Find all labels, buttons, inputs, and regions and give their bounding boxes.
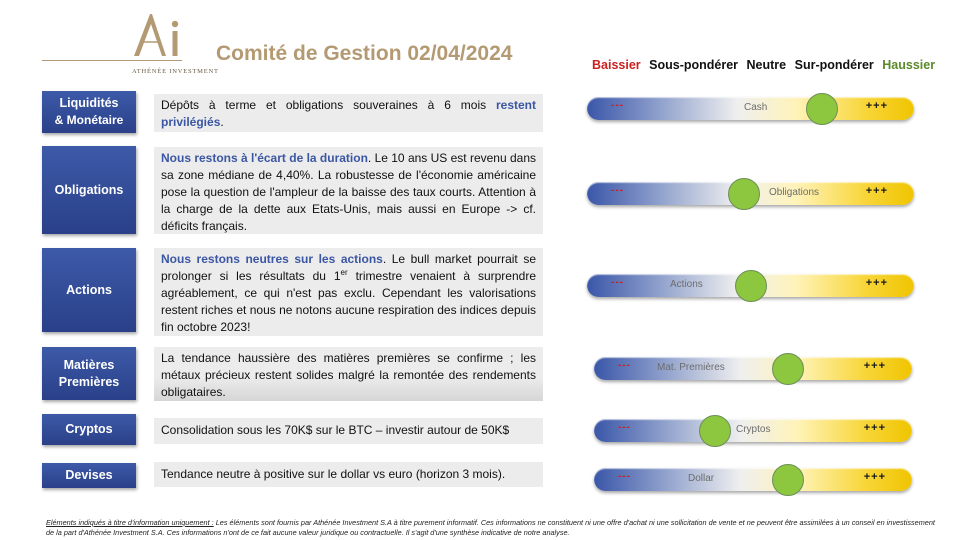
commentary-obligations	[154, 147, 543, 234]
gauge-position-marker	[728, 178, 760, 210]
gauge-plus-label: +++	[863, 422, 886, 434]
commentary-text: La tendance haussière des matières premières se confirme ; les métaux précieux restent solides malgré la remontée des rendements obligataires.	[161, 351, 536, 399]
scale-label-overweight: Sur-pondérer	[794, 58, 874, 72]
gauge-bar	[594, 468, 912, 491]
disclaimer-lead: Eléments indiqués à titre d'information uniquement :	[46, 518, 214, 527]
disclaimer-text: Les éléments sont fournis par Athénée Investment S.A à titre purement informatif. Ces informations ne constituent ni une offre d'achat ni une sollicitation de vente et ne peuvent être assimilées à un conseil en investissement de la part d'Athénée Investment S.A. Ces informations n'ont de ce fait aucune valeur juridique ou contractuelle. Il s'agit d'une synthèse indicative de notre analyse.	[46, 518, 935, 537]
gauge-position-marker	[699, 415, 731, 447]
gauge-label: Cryptos	[736, 424, 771, 435]
gauge-minus-label: ---	[618, 360, 631, 371]
category-liquidites	[42, 91, 136, 133]
scale-label-underweight: Sous-pondérer	[649, 58, 739, 72]
category-sublabel: & Monétaire	[54, 113, 124, 127]
gauge-minus-label: ---	[611, 185, 624, 196]
category-matieres-premieres	[42, 347, 136, 400]
commentary-text: Dépôts à terme et obligations souveraines à 6 mois	[161, 98, 487, 112]
gauge-plus-label: +++	[865, 277, 888, 289]
commentary-text: Consolidation sous les 70K$ sur le BTC – investir autour de 50K$	[161, 423, 510, 437]
commentary-text: . Le 10 ans US est revenu dans sa zone médiane de 4,40%. La robustesse de l'économie américaine pose la question de l'ampleur de la baisse des taux courts. Attention à la charge de la dette aux Etats-Unis, mais aussi en Europe -> cf. déficits français.	[161, 151, 537, 233]
commentary-text: . Le bull market pourrait se prolonger si les résultats du 1	[161, 252, 536, 283]
gauge-bar	[587, 274, 914, 297]
commentary-highlight: restent privilégiés	[161, 98, 536, 129]
scale-label-bearish: Baissier	[592, 58, 641, 72]
gauge-minus-label: ---	[618, 422, 631, 433]
logo-divider	[42, 60, 182, 61]
gauge-label: Actions	[670, 279, 703, 290]
commentary-matieres-premieres	[154, 347, 543, 401]
gauge-label: Obligations	[769, 187, 820, 198]
commentary-liquidites	[154, 94, 543, 132]
category-actions	[42, 248, 136, 332]
category-label: Liquidités	[59, 96, 119, 110]
scale-label-neutral: Neutre	[746, 58, 787, 72]
category-label: Obligations	[54, 182, 124, 197]
gauge-position-marker	[735, 270, 767, 302]
disclaimer	[46, 518, 936, 538]
gauge-label: Dollar	[688, 473, 715, 484]
category-obligations	[42, 146, 136, 234]
category-cryptos	[42, 414, 136, 445]
category-label: Devises	[65, 468, 113, 482]
gauge-minus-label: ---	[618, 471, 631, 482]
gauge-bar	[587, 182, 914, 205]
commentary-superscript: er	[340, 268, 348, 277]
brand-logo	[42, 12, 219, 75]
gauge-label: Mat. Premières	[657, 362, 725, 373]
category-label: Matières	[63, 357, 115, 372]
brand-name: ATHÉNÉE INVESTMENT	[132, 68, 219, 75]
commentary-devises	[154, 462, 543, 487]
gauge-plus-label: +++	[865, 185, 888, 197]
gauge-bar	[594, 357, 912, 380]
commentary-text-end: trimestre venaient à surprendre agréablement, ce qui n'est pas exclu. Cependant les valorisations restent riches et nous ne notons aucune respiration des indices depuis fin octobre 2023!	[161, 269, 536, 334]
page-title: Comité de Gestion 02/04/2024	[216, 42, 513, 65]
gauge-plus-label: +++	[863, 360, 886, 372]
commentary-highlight: Nous restons neutres sur les actions	[161, 252, 383, 266]
gauge-bar	[587, 97, 914, 120]
gauge-plus-label: +++	[863, 471, 886, 483]
gauge-minus-label: ---	[611, 100, 624, 111]
gauge-position-marker	[806, 93, 838, 125]
commentary-text: Tendance neutre à positive sur le dollar vs euro (horizon 3 mois).	[161, 467, 506, 481]
commentary-text-end: .	[220, 115, 224, 129]
category-label: Actions	[66, 282, 112, 297]
gauge-label: Cash	[744, 102, 768, 113]
scale-legend	[592, 58, 940, 72]
category-sublabel: Premières	[58, 374, 120, 389]
gauge-minus-label: ---	[611, 277, 624, 288]
category-devises	[42, 463, 136, 488]
gauge-bar	[594, 419, 912, 442]
scale-label-bullish: Haussier	[882, 58, 936, 72]
category-label: Cryptos	[65, 422, 113, 436]
gauge-position-marker	[772, 464, 804, 496]
commentary-highlight: Nous restons à l'écart de la duration	[161, 151, 368, 165]
gauge-position-marker	[772, 353, 804, 385]
gauge-plus-label: +++	[865, 100, 888, 112]
athenee-logo-icon	[130, 12, 182, 58]
commentary-actions	[154, 248, 543, 336]
commentary-cryptos	[154, 418, 543, 444]
